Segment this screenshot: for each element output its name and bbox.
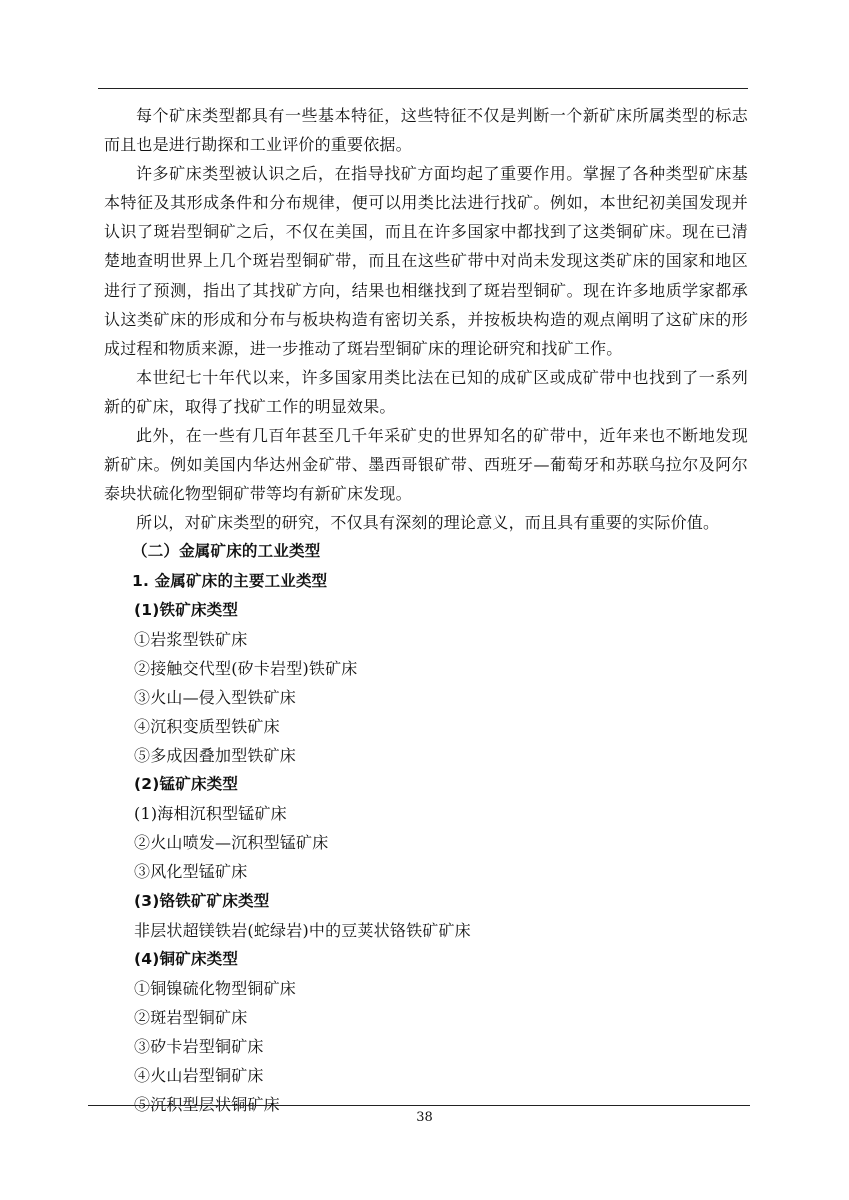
- copper-heading: (4)铜矿床类型: [134, 949, 239, 968]
- section-heading: （二）金属矿床的工业类型: [132, 542, 321, 561]
- paragraph: 所以，对矿床类型的研究，不仅具有深刻的理论意义，而且具有重要的实际价值。: [136, 513, 720, 533]
- list-item: ⑤多成因叠加型铁矿床: [134, 746, 297, 766]
- list-item: ③风化型锰矿床: [134, 862, 248, 882]
- page-body: [104, 101, 748, 1119]
- list-item: ③火山—侵入型铁矿床: [134, 687, 297, 707]
- list-item: ③矽卡岩型铜矿床: [134, 1037, 264, 1056]
- list-item: ②斑岩型铜矿床: [134, 1007, 248, 1027]
- iron-heading: (1)铁矿床类型: [134, 600, 239, 619]
- list-item: ①铜镍硫化物型铜矿床: [134, 978, 297, 998]
- paragraph: 此外，在一些有几百年甚至几千年采矿史的世界知名的矿带中，近年来也不断地发现新矿床。例如美国内华达州金矿带、墨西哥银矿带、西班牙—葡萄牙和苏联乌拉尔及阿尔泰块状硫化物型铜矿带等均有新矿床发现。: [104, 426, 748, 504]
- list-item: ②火山喷发—沉积型锰矿床: [134, 833, 329, 853]
- header-rule: [98, 88, 748, 89]
- paragraph: 本世纪七十年代以来，许多国家用类比法在已知的成矿区或成矿带中也找到了一系列新的矿床，取得了找矿工作的明显效果。: [104, 367, 748, 416]
- chromite-heading: (3)铬铁矿矿床类型: [134, 891, 270, 910]
- paragraph: 每个矿床类型都具有一些基本特征，这些特征不仅是判断一个新矿床所属类型的标志而且也是进行勘探和工业评价的重要依据。: [104, 106, 748, 155]
- subheading: 1. 金属矿床的主要工业类型: [132, 571, 328, 590]
- page-number: 38: [416, 1110, 433, 1125]
- manganese-heading: (2)锰矿床类型: [134, 775, 239, 794]
- list-item: 非层状超镁铁岩(蛇绿岩)中的豆荚状铬铁矿矿床: [134, 920, 471, 940]
- list-item: (1)海相沉积型锰矿床: [134, 804, 287, 824]
- list-item: ④沉积变质型铁矿床: [134, 716, 280, 736]
- footer-rule: [88, 1105, 750, 1106]
- list-item: ⑤沉积型层状铜矿床: [134, 1095, 280, 1115]
- list-item: ②接触交代型(矽卡岩型)铁矿床: [134, 658, 358, 678]
- list-item: ④火山岩型铜矿床: [134, 1066, 264, 1086]
- list-item: ①岩浆型铁矿床: [134, 629, 248, 649]
- paragraph: 许多矿床类型被认识之后，在指导找矿方面均起了重要作用。掌握了各种类型矿床基本特征及其形成条件和分布规律，便可以用类比法进行找矿。例如，本世纪初美国发现并认识了斑岩型铜矿之后，不仅在美国，而且在许多国家中都找到了这类铜矿床。现在已清楚地查明世界上几个斑岩型铜矿带，而且在这些矿带中对尚未发现这类矿床的国家和地区进行了预测，指出了其找矿方向，结果也相继找到了斑岩型铜矿。现在许多地质学家都承认这类矿床的形成和分布与板块构造有密切关系，并按板块构造的观点阐明了这矿床的形成过程和物质来源，进一步推动了斑岩型铜矿床的理论研究和找矿工作。: [104, 164, 748, 358]
